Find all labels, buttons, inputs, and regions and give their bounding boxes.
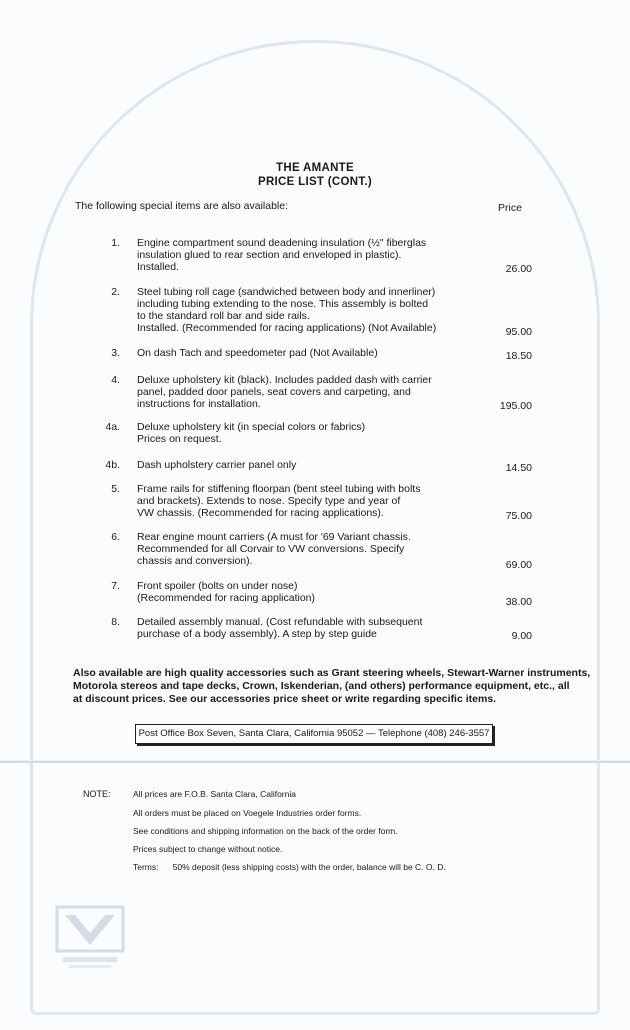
item-line: Recommended for all Corvair to VW conversions. Specify bbox=[137, 543, 405, 555]
item-description bbox=[137, 421, 477, 445]
item-number: 6. bbox=[111, 531, 120, 543]
accessories-line: Motorola stereos and tape decks, Crown, Iskenderian, (and others) performance equipment, etc., all bbox=[73, 680, 570, 692]
item-number: 1. bbox=[111, 237, 120, 249]
accessories-line: at discount prices. See our accessories price sheet or write regarding specific items. bbox=[73, 693, 497, 705]
item-number: 5. bbox=[111, 483, 120, 495]
item-price: 38.00 bbox=[505, 596, 532, 608]
item-line: Installed. bbox=[137, 261, 180, 273]
item-price: 9.00 bbox=[511, 630, 532, 642]
item-line: and brackets). Extends to nose. Specify type and year of bbox=[137, 495, 401, 507]
item-price: 95.00 bbox=[505, 326, 532, 338]
item-line: Deluxe upholstery kit (in special colors or fabrics) bbox=[137, 421, 366, 433]
item-line: Deluxe upholstery kit (black). Includes padded dash with carrier bbox=[137, 374, 432, 386]
intro-text: The following special items are also available: bbox=[75, 200, 289, 212]
item-price: 26.00 bbox=[505, 263, 532, 275]
note-line: All prices are F.O.B. Santa Clara, California bbox=[133, 789, 296, 799]
item-line: Steel tubing roll cage (sandwiched between body and innerliner) bbox=[137, 286, 436, 298]
item-price: 14.50 bbox=[505, 462, 532, 474]
item-line: including tubing extending to the nose. This assembly is bolted bbox=[137, 298, 429, 310]
item-line: Installed. (Recommended for racing applications) (Not Available) bbox=[137, 322, 437, 334]
item-description bbox=[137, 347, 477, 359]
price-column-heading: Price bbox=[498, 202, 522, 214]
item-line: Rear engine mount carriers (A must for '69 Variant chassis. bbox=[137, 531, 411, 543]
faded-logo-icon bbox=[55, 905, 125, 975]
item-description bbox=[137, 237, 477, 273]
item-number: 4. bbox=[111, 374, 120, 386]
item-line: Frame rails for stiffening floorpan (bent steel tubing with bolts bbox=[137, 483, 421, 495]
item-line: VW chassis. (Recommended for racing applications). bbox=[137, 507, 384, 519]
note-line: All orders must be placed on Voegele Industries order forms. bbox=[133, 808, 362, 818]
item-line: Engine compartment sound deadening insulation (½" fiberglas bbox=[137, 237, 427, 249]
accessories-line: Also available are high quality accessories such as Grant steering wheels, Stewart-Warner instruments, bbox=[73, 667, 591, 679]
item-description bbox=[137, 531, 477, 567]
accessories-paragraph bbox=[73, 667, 591, 706]
item-description bbox=[137, 580, 477, 604]
item-line: insulation glued to rear section and enveloped in plastic). bbox=[137, 249, 402, 261]
note-label: NOTE: bbox=[83, 789, 111, 799]
item-line: (Recommended for racing application) bbox=[137, 592, 316, 604]
item-price: 195.00 bbox=[499, 400, 532, 412]
item-price: 75.00 bbox=[505, 510, 532, 522]
item-number: 8. bbox=[111, 616, 120, 628]
item-number: 2. bbox=[111, 286, 120, 298]
item-line: Prices on request. bbox=[137, 433, 222, 445]
note-line: Terms: 50% deposit (less shipping costs) with the order, balance will be C. O. D. bbox=[133, 862, 446, 872]
item-line: chassis and conversion). bbox=[137, 555, 253, 567]
item-line: Front spoiler (bolts on under nose) bbox=[137, 580, 298, 592]
page-title: THE AMANTE bbox=[276, 162, 354, 174]
item-price: 69.00 bbox=[505, 559, 532, 571]
item-description bbox=[137, 483, 477, 519]
item-number: 4b. bbox=[105, 459, 120, 471]
item-line: panel, padded door panels, seat covers and carpeting, and bbox=[137, 386, 411, 398]
note-line: Prices subject to change without notice. bbox=[133, 844, 283, 854]
item-number: 4a. bbox=[105, 421, 120, 433]
page-fold-divider bbox=[0, 760, 630, 763]
item-description bbox=[137, 286, 477, 334]
item-line: On dash Tach and speedometer pad (Not Available) bbox=[137, 347, 378, 359]
note-line: See conditions and shipping information on the back of the order form. bbox=[133, 826, 398, 836]
item-line: instructions for installation. bbox=[137, 398, 261, 410]
item-line: purchase of a body assembly). A step by step guide bbox=[137, 628, 377, 640]
item-description bbox=[137, 459, 477, 471]
item-number: 7. bbox=[111, 580, 120, 592]
item-number: 3. bbox=[111, 347, 120, 359]
item-line: to the standard roll bar and side rails. bbox=[137, 310, 310, 322]
address-box: Post Office Box Seven, Santa Clara, California 95052 — Telephone (408) 246-3557 bbox=[135, 724, 493, 744]
item-price: 18.50 bbox=[505, 350, 532, 362]
item-description bbox=[137, 374, 477, 410]
page-subtitle: PRICE LIST (CONT.) bbox=[257, 176, 372, 188]
item-description bbox=[137, 616, 477, 640]
item-line: Detailed assembly manual. (Cost refundable with subsequent bbox=[137, 616, 423, 628]
item-line: Dash upholstery carrier panel only bbox=[137, 459, 297, 471]
